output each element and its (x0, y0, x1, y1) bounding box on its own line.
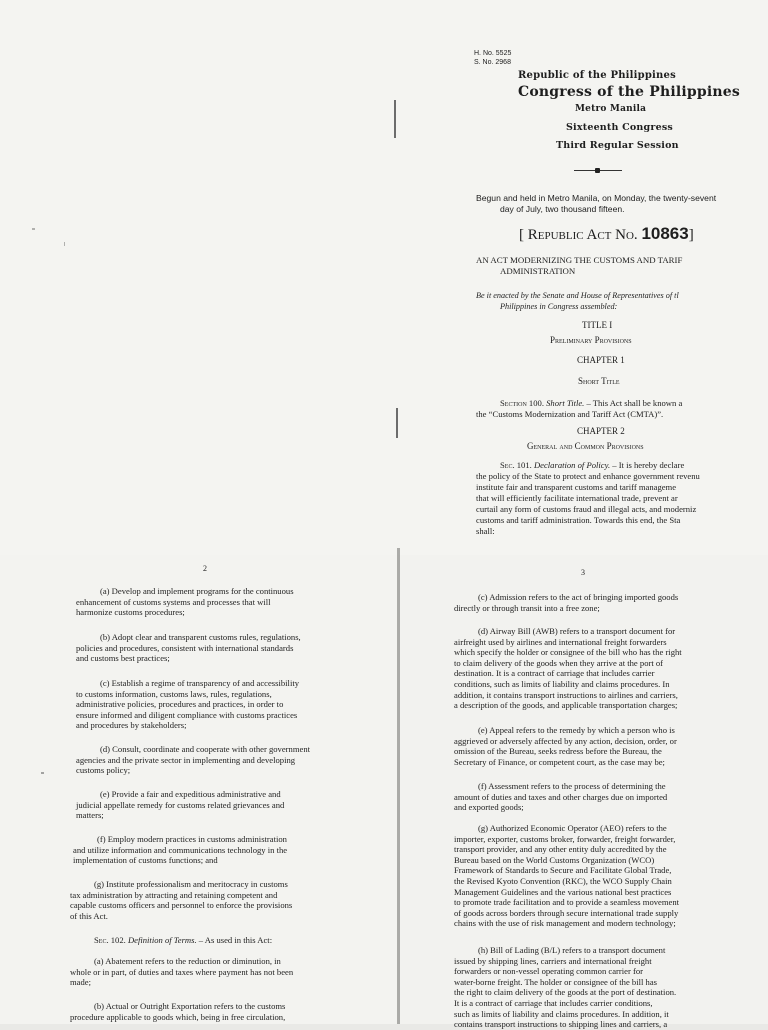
text-line: (g) Institute professionalism and meritocracy in customs (94, 879, 288, 889)
sec101-heading: Declaration of Policy. (533, 460, 611, 470)
text-line: (f) Assessment refers to the process of determining the (478, 781, 666, 791)
text-line: customs policy; (76, 765, 131, 776)
page-binding-edge (397, 548, 400, 1024)
text-line: of goods across borders through secure international trade supply (454, 907, 679, 918)
text-line: agencies and the private sector in implementing and developing (76, 754, 296, 765)
senate-bill-number: S. No. 2968 (474, 58, 511, 66)
enacting-line-1: Be it enacted by the Senate and House of Representatives of tl (476, 291, 679, 300)
bill-numbers (474, 50, 511, 67)
general-provisions-heading: General and Common Provisions (527, 441, 644, 451)
text-line: (g) Authorized Economic Operator (AEO) refers to the (478, 823, 667, 833)
text-line: implementation of customs functions; and (73, 855, 218, 866)
chapter-one: CHAPTER 1 (577, 355, 625, 365)
scan-speck (41, 772, 44, 774)
text-line: made; (70, 977, 91, 988)
policy-item (76, 744, 328, 776)
sec101-line: customs and tariff administration. Towards this end, the Sta (476, 515, 681, 525)
sec101-line: shall: (476, 526, 495, 536)
text-line: chains with the use of risk management and modern technology; (454, 918, 676, 929)
sec101-text: – It is hereby declare (610, 460, 685, 470)
section-101 (476, 460, 768, 537)
text-line: Management Guidelines and the various national best practices (454, 886, 672, 897)
definition-actual-exportation (70, 1001, 328, 1022)
sec101-line: institute fair and transparent customs and tariff manageme (476, 482, 677, 492)
text-line: (e) Provide a fair and expeditious administrative and (100, 789, 281, 799)
text-line: capable customs officers and personnel to enforce the provisions (70, 900, 293, 911)
text-line: contains transport instructions to shipping lines and carriers, a (454, 1019, 668, 1030)
policy-item (73, 834, 328, 866)
sec100-line-2: the “Customs Modernization and Tariff Act (CMTA)”. (476, 409, 664, 419)
text-line: and exported goods; (454, 802, 524, 813)
act-title (476, 255, 768, 277)
sec102-heading: Definition of Terms. (127, 935, 197, 945)
text-line: such as limits of liability and claims procedures. In addition, it (454, 1008, 669, 1019)
text-line: (d) Consult, coordinate and cooperate with other government (100, 744, 311, 754)
text-line: water-borne freight. The holder or consignee of the bill has (454, 976, 657, 987)
policy-item (76, 586, 328, 618)
text-line: omission of the Bureau, seeks redress before the Bureau, the (454, 746, 662, 757)
text-line: the Revised Kyoto Convention (RKC), the WCO Supply Chain (454, 875, 672, 886)
page-number: 2 (203, 564, 207, 573)
chapter-two: CHAPTER 2 (577, 426, 625, 436)
enacting-clause (476, 290, 768, 312)
text-line: (c) Admission refers to the act of bringing imported goods (478, 592, 679, 602)
text-line: Framework of Standards to Secure and Facilitate Global Trade, (454, 865, 672, 876)
text-line: (e) Appeal refers to the remedy by which a person who is (478, 725, 675, 735)
section-102 (94, 935, 334, 946)
text-line: harmonize customs procedures; (76, 607, 185, 618)
sec100-heading: Short Title. (546, 398, 585, 408)
begun-line-1: Begun and held in Metro Manila, on Monday, the twenty-sevent (476, 193, 717, 203)
ornament-dot (595, 168, 600, 173)
republic-act-number (519, 224, 694, 244)
text-line: (c) Establish a regime of transparency of and accessibility (100, 678, 300, 688)
page-three (398, 555, 768, 1030)
policy-item (76, 678, 328, 731)
text-line: airfreight used by airlines and international freight forwarders (454, 636, 667, 647)
section-100 (476, 398, 768, 420)
text-line: to promote trade facilitation and to provide a seamless movement (454, 897, 680, 908)
text-line: amount of duties and taxes and other charges due on imported (454, 791, 668, 802)
text-line: (d) Airway Bill (AWB) refers to a transport document for (478, 626, 676, 636)
text-line: aggrieved or adversely affected by any action, decision, order, or (454, 735, 677, 746)
text-line: to claim delivery of the goods when they arrive at the port of (454, 657, 664, 668)
sec101-number: Sec. 101. (500, 460, 532, 470)
text-line: and utilize information and communications technology in the (73, 844, 288, 855)
enacting-line-2: Philippines in Congress assembled: (500, 302, 618, 311)
house-bill-number: H. No. 5525 (474, 50, 512, 57)
text-line: transport provider, and any other entity duly accredited by the (454, 844, 667, 855)
text-line: Secretary of Finance, or competent court, as the case may be; (454, 756, 665, 767)
text-line: It is a contract of carriage that includes carrier conditions, (454, 997, 653, 1008)
location-heading: Metro Manila (575, 104, 647, 114)
definition-item (454, 626, 710, 711)
definition-abatement (70, 956, 328, 988)
text-line: ensure informed and diligent compliance with customs practices (76, 709, 298, 720)
ra-prefix: [ Republic Act No. (519, 227, 642, 243)
text-line: whole or in part, of duties and taxes where payment has not been (70, 966, 294, 977)
ra-suffix: ] (688, 227, 694, 243)
scan-mark (396, 408, 398, 438)
text-line: the right to claim delivery of the goods at the port of destination. (454, 987, 677, 998)
scan-speck (64, 242, 65, 246)
preliminary-provisions: Preliminary Provisions (550, 335, 632, 345)
definition-item (454, 945, 710, 1030)
text-line: (b) Actual or Outright Exportation refers to the customs (94, 1001, 286, 1011)
text-line: and procedures by stakeholders; (76, 720, 187, 731)
definition-item (454, 725, 710, 767)
ra-number: 10863 (641, 224, 689, 243)
text-line: of this Act. (70, 910, 108, 921)
page-number: 3 (581, 568, 585, 577)
congress-number: Sixteenth Congress (566, 122, 673, 133)
text-line: judicial appellate remedy for customs related grievances and (76, 799, 285, 810)
text-line: (h) Bill of Lading (B/L) refers to a transport document (478, 945, 666, 955)
sec102-text: – As used in this Act: (196, 935, 273, 945)
sec101-line: curtail any form of customs fraud and illegal acts, and moderniz (476, 504, 697, 514)
title-one: TITLE I (582, 320, 613, 330)
session-heading: Third Regular Session (556, 140, 679, 151)
text-line: policies and procedures, consistent with international standards (76, 642, 294, 653)
text-line: Bureau based on the World Customs Organization (WCO) (454, 854, 655, 865)
act-title-line-1: AN ACT MODERNIZING THE CUSTOMS AND TARIF (476, 255, 683, 265)
policy-item (76, 632, 328, 664)
republic-heading: Republic of the Philippines (518, 70, 676, 81)
text-line: and customs best practices; (76, 653, 170, 664)
text-line: (a) Abatement refers to the reduction or diminution, in (94, 956, 281, 966)
text-line: addition, it contains transport instructions to airlines and carriers, (454, 689, 678, 700)
text-line: conditions, such as limits of liability and claims procedures. In (454, 678, 670, 689)
act-title-line-2: ADMINISTRATION (500, 266, 576, 276)
begun-text (476, 193, 768, 215)
definition-item (454, 592, 710, 613)
sec101-line: the policy of the State to protect and enhance government revenu (476, 471, 700, 481)
text-line: (b) Adopt clear and transparent customs rules, regulations, (100, 632, 301, 642)
text-line: administrative policies, procedures and practices, in order to (76, 699, 284, 710)
sec100-number: Section 100. (500, 398, 544, 408)
text-line: issued by shipping lines, carriers and international freight (454, 955, 652, 966)
text-line: enhancement of customs systems and processes that will (76, 596, 271, 607)
text-line: importer, exporter, customs broker, forwarder, freight forwarder, (454, 833, 676, 844)
text-line: (f) Employ modern practices in customs administration (97, 834, 287, 844)
sec100-text: – This Act shall be known a (584, 398, 683, 408)
text-line: matters; (76, 810, 104, 821)
scan-speck (32, 228, 35, 230)
text-line: forwarders or non-vessel operating common carrier for (454, 966, 643, 977)
policy-item (76, 789, 328, 821)
text-line: which specify the holder or consignee of the bill who has the right (454, 647, 682, 658)
text-line: (a) Develop and implement programs for the continuous (100, 586, 294, 596)
definition-item (454, 781, 710, 813)
text-line: directly or through transit into a free zone; (454, 602, 600, 613)
page-two (0, 555, 398, 1024)
text-line: procedure applicable to goods which, being in free circulation, (70, 1011, 286, 1022)
scan-mark (394, 100, 396, 138)
text-line: to customs information, customs laws, rules, regulations, (76, 688, 272, 699)
sec101-line: that will efficiently facilitate international trade, prevent ar (476, 493, 678, 503)
text-line: tax administration by attracting and retaining competent and (70, 889, 278, 900)
policy-item (70, 879, 328, 921)
sec102-number: Sec. 102. (94, 935, 126, 945)
begun-line-2: day of July, two thousand fifteen. (500, 204, 625, 214)
text-line: a description of the goods, and applicable transportation charges; (454, 700, 678, 711)
text-line: destination. It is a contract of carriage that includes carrier (454, 668, 655, 679)
congress-heading: Congress of the Philippines (518, 84, 740, 100)
short-title-heading: Short Title (578, 376, 620, 386)
definition-item (454, 823, 710, 929)
